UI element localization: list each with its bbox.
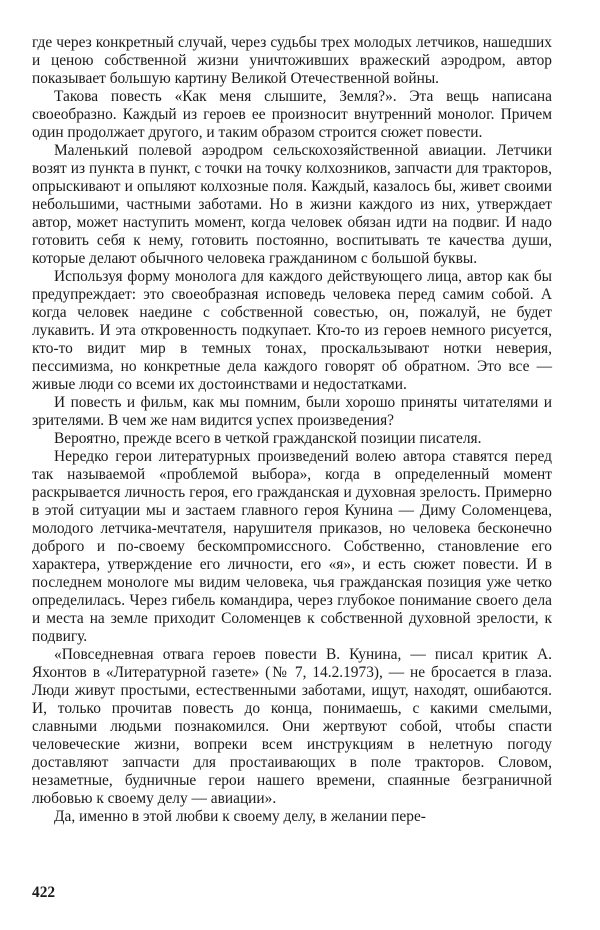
page-body — [32, 34, 552, 826]
paragraph: Да, именно в этой любви к своему делу, в желании пере- — [54, 808, 426, 825]
paragraph: Используя форму монолога для каждого действующего лица, автор как бы предупреждает: это своеобразная исповедь человека перед самим собой. А когда человек наедине с собственной совестью, он, пожалуй, не будет лукавить. И эта откровенность подкупает. Кто-то из героев немного рисуется, кто-то видит мир в темных тонах, проскальзывают нотки неверия, пессимизма, но конкретные дела каждого говорят об обратном. Это все — живые люди со всеми их достоинствами и недостатками. — [32, 268, 552, 393]
paragraph: «Повседневная отвага героев повести В. Кунина, — писал критик А. Яхонтов в «Литературной газете» (№ 7, 14.2.1973), — не бросается в глаза. Люди живут простыми, естественными заботами, ищут, находят, ошибаются. И, только прочитав повесть до конца, понимаешь, с какими смелыми, славными людьми познакомился. Они жертвуют собой, чтобы спасти человеческие жизни, вопреки всем инструкциям в нелетную погоду доставляют запчасти для простаивающих в поле тракторов. Словом, незаметные, будничные герои нашего времени, спаянные безграничной любовью к своему делу — авиации». — [32, 646, 552, 807]
paragraph: И повесть и фильм, как мы помним, были хорошо приняты читателями и зрителями. В чем же нам видится успех произведения? — [32, 394, 552, 429]
paragraph: Маленький полевой аэродром сельскохозяйственной авиации. Летчики возят из пункта в пункт, с точки на точку колхозников, запчасти для тракторов, опрыскивают и опыляют колхозные поля. Каждый, казалось бы, живет своими небольшими, частными заботами. Но в жизни каждого из них, утверждает автор, может наступить момент, когда человек обязан идти на подвиг. И надо готовить себя к нему, готовить постоянно, воспитывать те качества души, которые делают обычного человека гражданином с большой буквы. — [32, 142, 552, 267]
paragraph: Нередко герои литературных произведений волею автора ставятся перед так называемой «проблемой выбора», когда в определенный момент раскрывается личность героя, его гражданская и духовная зрелость. Примерно в этой ситуации мы и застаем главного героя Кунина — Диму Соломенцева, молодого летчика-мечтателя, нарушителя приказов, но человека бесконечно доброго и по-своему бескомпромиссного. Собственно, становление его характера, утверждение его личности, его «я», и есть сюжет повести. И в последнем монологе мы видим человека, чья гражданская позиция уже четко определилась. Через гибель командира, через глубокое понимание своего дела и места на земле приходит Соломенцев к собственной духовной зрелости, к подвигу. — [32, 448, 552, 645]
paragraph: Такова повесть «Как меня слышите, Земля?». Эта вещь написана своеобразно. Каждый из героев ее произносит внутренний монолог. Причем один продолжает другого, и таким образом строится сюжет повести. — [32, 88, 552, 141]
paragraph: Вероятно, прежде всего в четкой гражданской позиции писателя. — [54, 430, 482, 447]
page-number: 422 — [32, 884, 56, 901]
paragraph-continuation: где через конкретный случай, через судьбы трех молодых летчиков, нашедших и ценою собственной жизни уничтоживших вражеский аэродром, автор показывает большую картину Великой Отечественной войны. — [32, 34, 552, 87]
